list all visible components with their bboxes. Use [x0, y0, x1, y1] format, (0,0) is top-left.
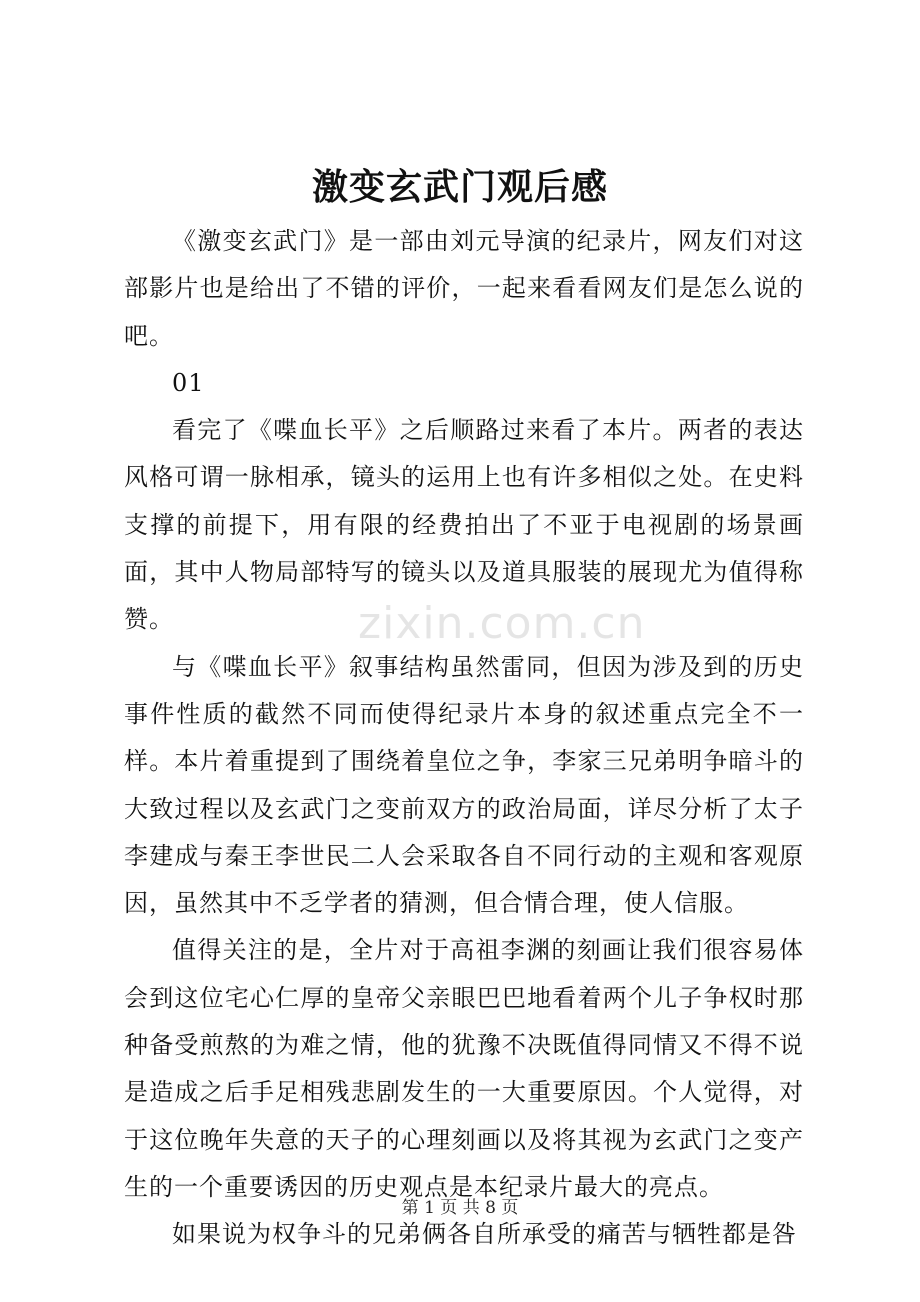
- paragraph-continuation: 如果说为权争斗的兄弟俩各自所承受的痛苦与牺牲都是咎: [172, 1220, 797, 1249]
- page-number-footer: 第 1 页 共 8 页: [401, 1198, 519, 1218]
- watermark-text: zixin.com.cn: [358, 598, 646, 649]
- document-title: 激变玄武门观后感: [311, 166, 608, 208]
- paragraph-review-style: 看完了《喋血长平》之后顺路过来看了本片。两者的表达风格可谓一脉相承，镜头的运用上也有许多相似之处。在史料支撑的前提下，用有限的经费拍出了不亚于电视剧的场景画面，其中人物局部特写的镜头以及道具服装的展现尤为值得称赞。: [124, 416, 804, 634]
- paragraph-intro: 《激变玄武门》是一部由刘元导演的纪录片，网友们对这部影片也是给出了不错的评价，一起来看看网友们是怎么说的吧。: [124, 227, 804, 350]
- paragraph-review-character: 值得关注的是，全片对于高祖李渊的刻画让我们很容易体会到这位宅心仁厚的皇帝父亲眼巴巴地看着两个儿子争权时那种备受煎熬的为难之情，他的犹豫不决既值得同情又不得不说是造成之后手足相残悲剧发生的一大重要原因。个人觉得，对于这位晚年失意的天子的心理刻画以及将其视为玄武门之变产生的一个重要诱因的历史观点是本纪录片最大的亮点。: [124, 936, 804, 1201]
- section-number: 01: [172, 368, 205, 397]
- document-body: [124, 218, 804, 1259]
- paragraph-review-structure: 与《喋血长平》叙事结构虽然雷同，但因为涉及到的历史事件性质的截然不同而使得纪录片本身的叙述重点完全不一样。本片着重提到了围绕着皇位之争，李家三兄弟明争暗斗的大致过程以及玄武门之变前双方的政治局面，详尽分析了太子李建成与秦王李世民二人会采取各自不同行动的主观和客观原因，虽然其中不乏学者的猜测，但合情合理，使人信服。: [124, 652, 804, 918]
